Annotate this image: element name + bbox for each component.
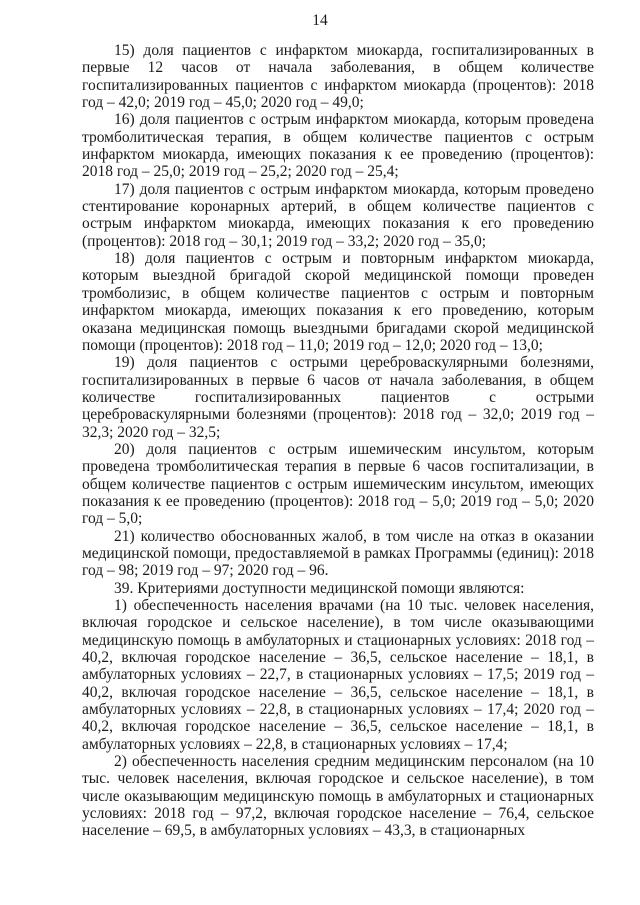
paragraph-item-21: 21) количество обоснованных жалоб, в том числе на отказ в оказании медицинской помощи, предоставляемой в рамках Программы (единиц): 2018 год – 98; 2019 год – 97; 2020 год – 96. [82,527,594,580]
document-body [82,42,594,840]
paragraph-item-20: 20) доля пациентов с острым ишемическим инсультом, которым проведена тромболитическая терапия в первые 6 часов госпитализации, в общем количестве пациентов с острым ишемическим инсультом, имеющих показания к ее проведению (процентов): 2018 год – 5,0; 2019 год – 5,0; 2020 год – 5,0; [82,440,594,528]
paragraph-criterion-1: 1) обеспеченность населения врачами (на 10 тыс. человек населения, включая городское и сельское население), в том числе оказывающими медицинскую помощь в амбулаторных и стационарных условиях: 2018 год – 40,2, включая городское население – 36,5, сельское население – 18,1, в амбулаторных условиях – 22,7, в стационарных условиях – 17,5; 2019 год – 40,2, включая городское население – 36,5, сельское население – 18,1, в амбулаторных условиях – 22,8, в стационарных условиях – 17,4; 2020 год – 40,2, включая городское население – 36,5, сельское население – 18,1, в амбулаторных условиях – 22,8, в стационарных условиях – 17,4; [82,597,594,753]
paragraph-item-18: 18) доля пациентов с острым и повторным инфарктом миокарда, которым выездной бригадой скорой медицинской помощи проведен тромболизис, в общем количестве пациентов с острым и повторным инфарктом миокарда, имеющих показания к его проведению, которым оказана медицинская помощь выездными бригадами скорой медицинской помощи (процентов): 2018 год – 11,0; 2019 год – 12,0; 2020 год – 13,0; [82,250,594,354]
paragraph-section-39: 39. Критериями доступности медицинской помощи являются: [114,579,525,597]
paragraph-item-17: 17) доля пациентов с острым инфарктом миокарда, которым проведено стентирование коронарных артерий, в общем количестве пациентов с острым инфарктом миокарда, имеющих показания к его проведению (процентов): 2018 год – 30,1; 2019 год – 33,2; 2020 год – 35,0; [82,180,594,250]
page-number: 14 [312,12,328,29]
paragraph-item-19: 19) доля пациентов с острыми цереброваскулярными болезнями, госпитализированных в первые 6 часов от начала заболевания, в общем количестве госпитализированных пациентов с острыми цереброваскулярными болезнями (процентов): 2018 год – 32,0; 2019 год – 32,3; 2020 год – 32,5; [82,354,594,441]
paragraph-item-15: 15) доля пациентов с инфарктом миокарда, госпитализированных в первые 12 часов от начала заболевания, в общем количестве госпитализированных пациентов с инфарктом миокарда (процентов): 2018 год – 42,0; 2019 год – 45,0; 2020 год – 49,0; [82,42,594,112]
paragraph-criterion-2: 2) обеспеченность населения средним медицинским персоналом (на 10 тыс. человек населения, включая городское и сельское население), в том числе оказывающим медицинскую помощь в амбулаторных и стационарных условиях: 2018 год – 97,2, включая городское население – 76,4, сельское население – 69,5, в амбулаторных условиях – 43,3, в стационарных [82,753,594,840]
paragraph-item-16: 16) доля пациентов с острым инфарктом миокарда, которым проведена тромболитическая терапия, в общем количестве пациентов с острым инфарктом миокарда, имеющих показания к ее проведению (процентов): 2018 год – 25,0; 2019 год – 25,2; 2020 год – 25,4; [82,111,594,181]
